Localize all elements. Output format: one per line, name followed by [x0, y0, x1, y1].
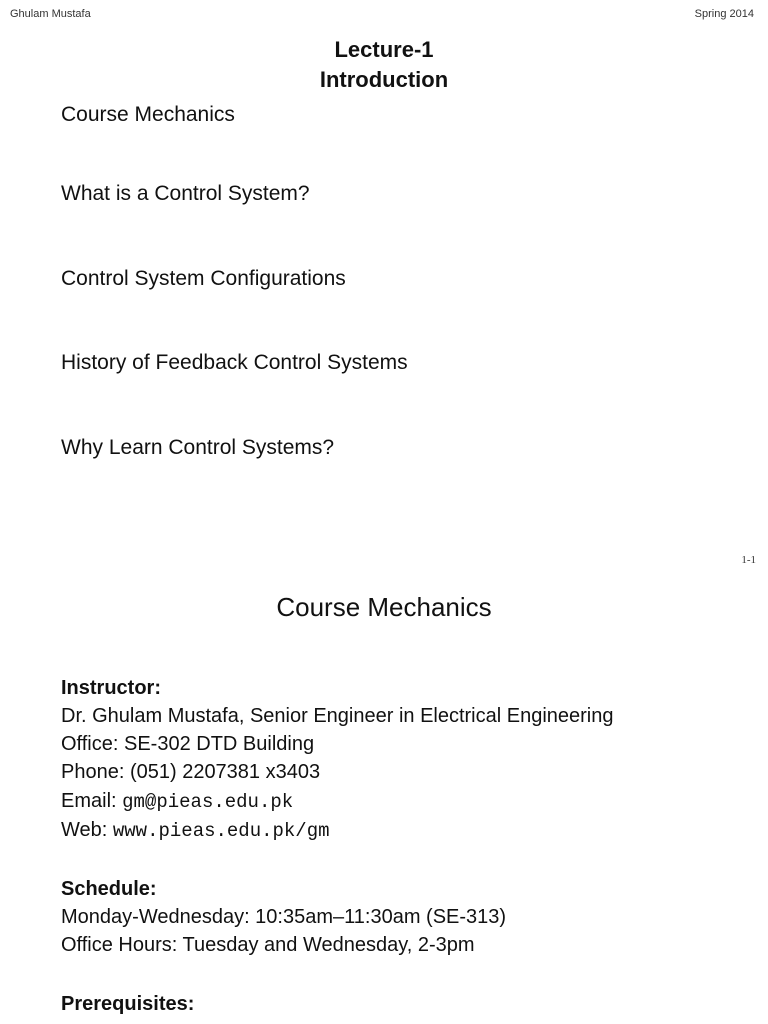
instructor-office: Office: SE-302 DTD Building [61, 733, 315, 755]
outline-item: Why Learn Control Systems? [61, 436, 335, 459]
schedule-heading: Schedule: [61, 878, 157, 900]
outline-item: Control System Configurations [61, 267, 346, 290]
outline-item: What is a Control System? [61, 182, 310, 205]
outline-item: History of Feedback Control Systems [61, 351, 408, 374]
email-label: Email: [61, 790, 123, 812]
instructor-name: Dr. Ghulam Mustafa, Senior Engineer in Electrical Engineering [61, 705, 614, 727]
header-author: Ghulam Mustafa [10, 8, 91, 20]
slide-title: Course Mechanics [276, 592, 492, 622]
page-number: 1-1 [741, 554, 756, 566]
lecture-title: Lecture-1 [334, 37, 434, 62]
instructor-phone: Phone: (051) 2207381 x3403 [61, 761, 321, 783]
email-link[interactable]: gm@pieas.edu.pk [122, 791, 294, 813]
schedule-class: Monday-Wednesday: 10:35am–11:30am (SE-313) [61, 906, 507, 928]
instructor-web [61, 819, 330, 842]
schedule-office-hours: Office Hours: Tuesday and Wednesday, 2-3pm [61, 934, 475, 956]
web-label: Web: [61, 819, 113, 841]
header-term: Spring 2014 [694, 8, 754, 20]
outline-item: Course Mechanics [61, 103, 235, 126]
instructor-email [61, 790, 293, 813]
instructor-heading: Instructor: [61, 677, 161, 699]
lecture-subtitle: Introduction [319, 67, 449, 92]
prerequisites-heading: Prerequisites: [61, 993, 195, 1015]
web-link[interactable]: www.pieas.edu.pk/gm [112, 820, 330, 842]
